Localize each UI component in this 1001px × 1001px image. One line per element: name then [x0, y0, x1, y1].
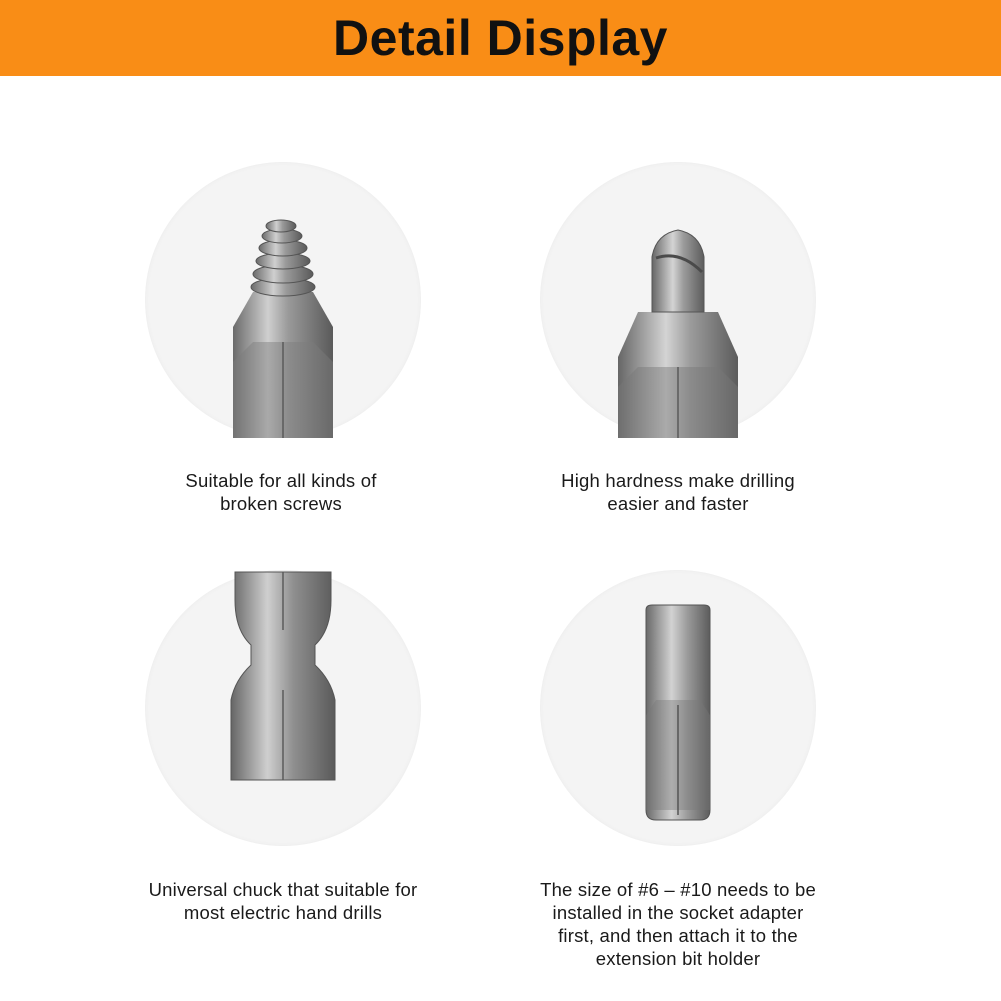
caption-line: most electric hand drills	[183, 902, 383, 923]
caption-line: broken screws	[220, 493, 342, 514]
caption-line: extension bit holder	[595, 948, 761, 969]
caption-line: The size of #6 – #10 needs to be	[540, 879, 816, 900]
caption-line: installed in the socket adapter	[552, 902, 804, 923]
feature-1-image-circle	[145, 162, 421, 438]
header-banner	[0, 0, 1001, 76]
feature-2-caption	[528, 469, 828, 515]
feature-4-caption	[500, 878, 856, 970]
feature-3-image-circle	[145, 570, 421, 846]
hex-shank-icon	[145, 570, 421, 846]
page-title: Detail Display	[333, 10, 668, 66]
caption-line: Suitable for all kinds of	[185, 470, 377, 491]
feature-3-caption	[100, 878, 466, 924]
caption-line: first, and then attach it to the	[558, 925, 798, 946]
drill-bit-tip-icon	[540, 162, 816, 438]
feature-2-image-circle	[540, 162, 816, 438]
socket-adapter-icon	[540, 570, 816, 846]
feature-4-image-circle	[540, 570, 816, 846]
caption-line: High hardness make drilling	[561, 470, 795, 491]
feature-1-caption	[131, 469, 431, 515]
screw-extractor-spiral-tip-icon	[145, 162, 421, 438]
caption-line: Universal chuck that suitable for	[148, 879, 418, 900]
caption-line: easier and faster	[607, 493, 749, 514]
